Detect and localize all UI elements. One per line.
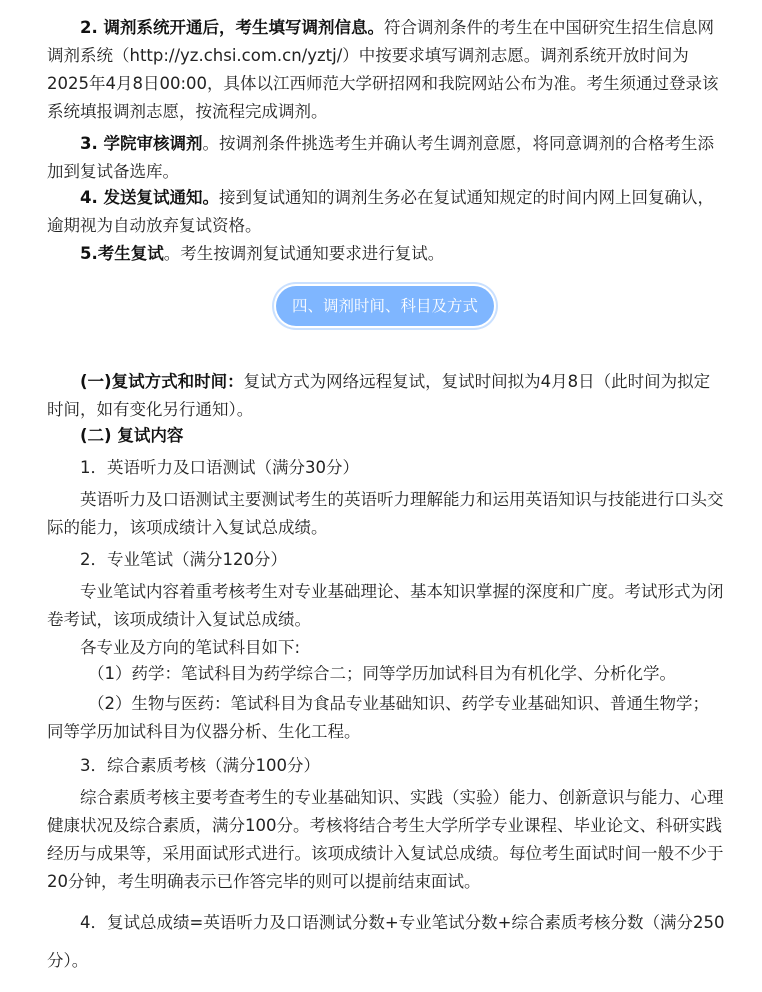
step-3-heading: 3. 学院审核调剂 xyxy=(80,134,203,153)
step-3-paragraph xyxy=(47,130,725,186)
step-4-text: 接到复试通知的调剂生务必在复试通知规定的时间内网上回复确认，逾期视为自动放弃复试资格。 xyxy=(47,188,714,235)
item-4-total-score: 4．复试总成绩=英语听力及口语测试分数+专业笔试分数+综合素质考核分数（满分250分）。 xyxy=(47,913,725,970)
item-2-body: 专业笔试内容着重考核考生对专业基础理论、基本知识掌握的深度和广度。考试形式为闭卷考试，该项成绩计入复试总成绩。 xyxy=(47,582,724,629)
step-2-heading: 2. 调剂系统开通后，考生填写调剂信息。 xyxy=(80,18,384,37)
step-4-paragraph xyxy=(47,184,725,240)
step-5-paragraph xyxy=(47,240,725,268)
item-1-title: 1．英语听力及口语测试（满分30分） xyxy=(80,458,359,477)
item-1-body: 英语听力及口语测试主要测试考生的英语听力理解能力和运用英语知识与技能进行口头交际的能力，该项成绩计入复试总成绩。 xyxy=(47,490,724,537)
exam-method-heading: (一)复试方式和时间： xyxy=(80,372,244,391)
section-badge xyxy=(276,286,496,328)
item-3-title: 3．综合素质考核（满分100分） xyxy=(80,756,320,775)
step-2-text: 符合调剂条件的考生在中国研究生招生信息网调剂系统（http://yz.chsi.com.cn/yztj/）中按要求填写调剂志愿。调剂系统开放时间为2025年4月8日00:00，具体以江西师范大学研招网和我院网站公布为准。考生须通过登录该系统填报调剂志愿，按流程完成调剂。 xyxy=(47,18,719,121)
section-badge-label: 四、调剂时间、科目及方式 xyxy=(276,286,494,326)
item-2-list-intro: 各专业及方向的笔试科目如下: xyxy=(80,638,301,657)
exam-method-text: 复试方式为网络远程复试，复试时间拟为4月8日（此时间为拟定时间，如有变化另行通知）。 xyxy=(47,372,711,419)
item-2-sub-2: （2）生物与医药：笔试科目为食品专业基础知识、药学专业基础知识、普通生物学；同等学历加试科目为仪器分析、生化工程。 xyxy=(47,694,709,741)
step-5-text: 。考生按调剂复试通知要求进行复试。 xyxy=(163,244,445,263)
item-3-body: 综合素质考核主要考查考生的专业基础知识、实践（实验）能力、创新意识与能力、心理健康状况及综合素质，满分100分。考核将结合考生大学所学专业课程、毕业论文、科研实践经历与成果等，采用面试形式进行。该项成绩计入复试总成绩。每位考生面试时间一般不少于20分钟，考生明确表示已作答完毕的则可以提前结束面试。 xyxy=(47,788,724,891)
item-2-title: 2．专业笔试（满分120分） xyxy=(80,550,287,569)
exam-content-heading xyxy=(47,422,725,450)
step-5-heading: 5.考生复试 xyxy=(80,244,164,263)
step-2-paragraph xyxy=(47,14,725,126)
step-4-heading: 4. 发送复试通知。 xyxy=(80,188,219,207)
exam-content-heading-text: (二) 复试内容 xyxy=(80,426,184,445)
exam-method-paragraph xyxy=(47,368,725,424)
step-3-text: 。按调剂条件挑选考生并确认考生调剂意愿，将同意调剂的合格考生添加到复试备选库。 xyxy=(47,134,714,181)
item-2-sub-1: （1）药学：笔试科目为药学综合二；同等学历加试科目为有机化学、分析化学。 xyxy=(88,664,676,683)
